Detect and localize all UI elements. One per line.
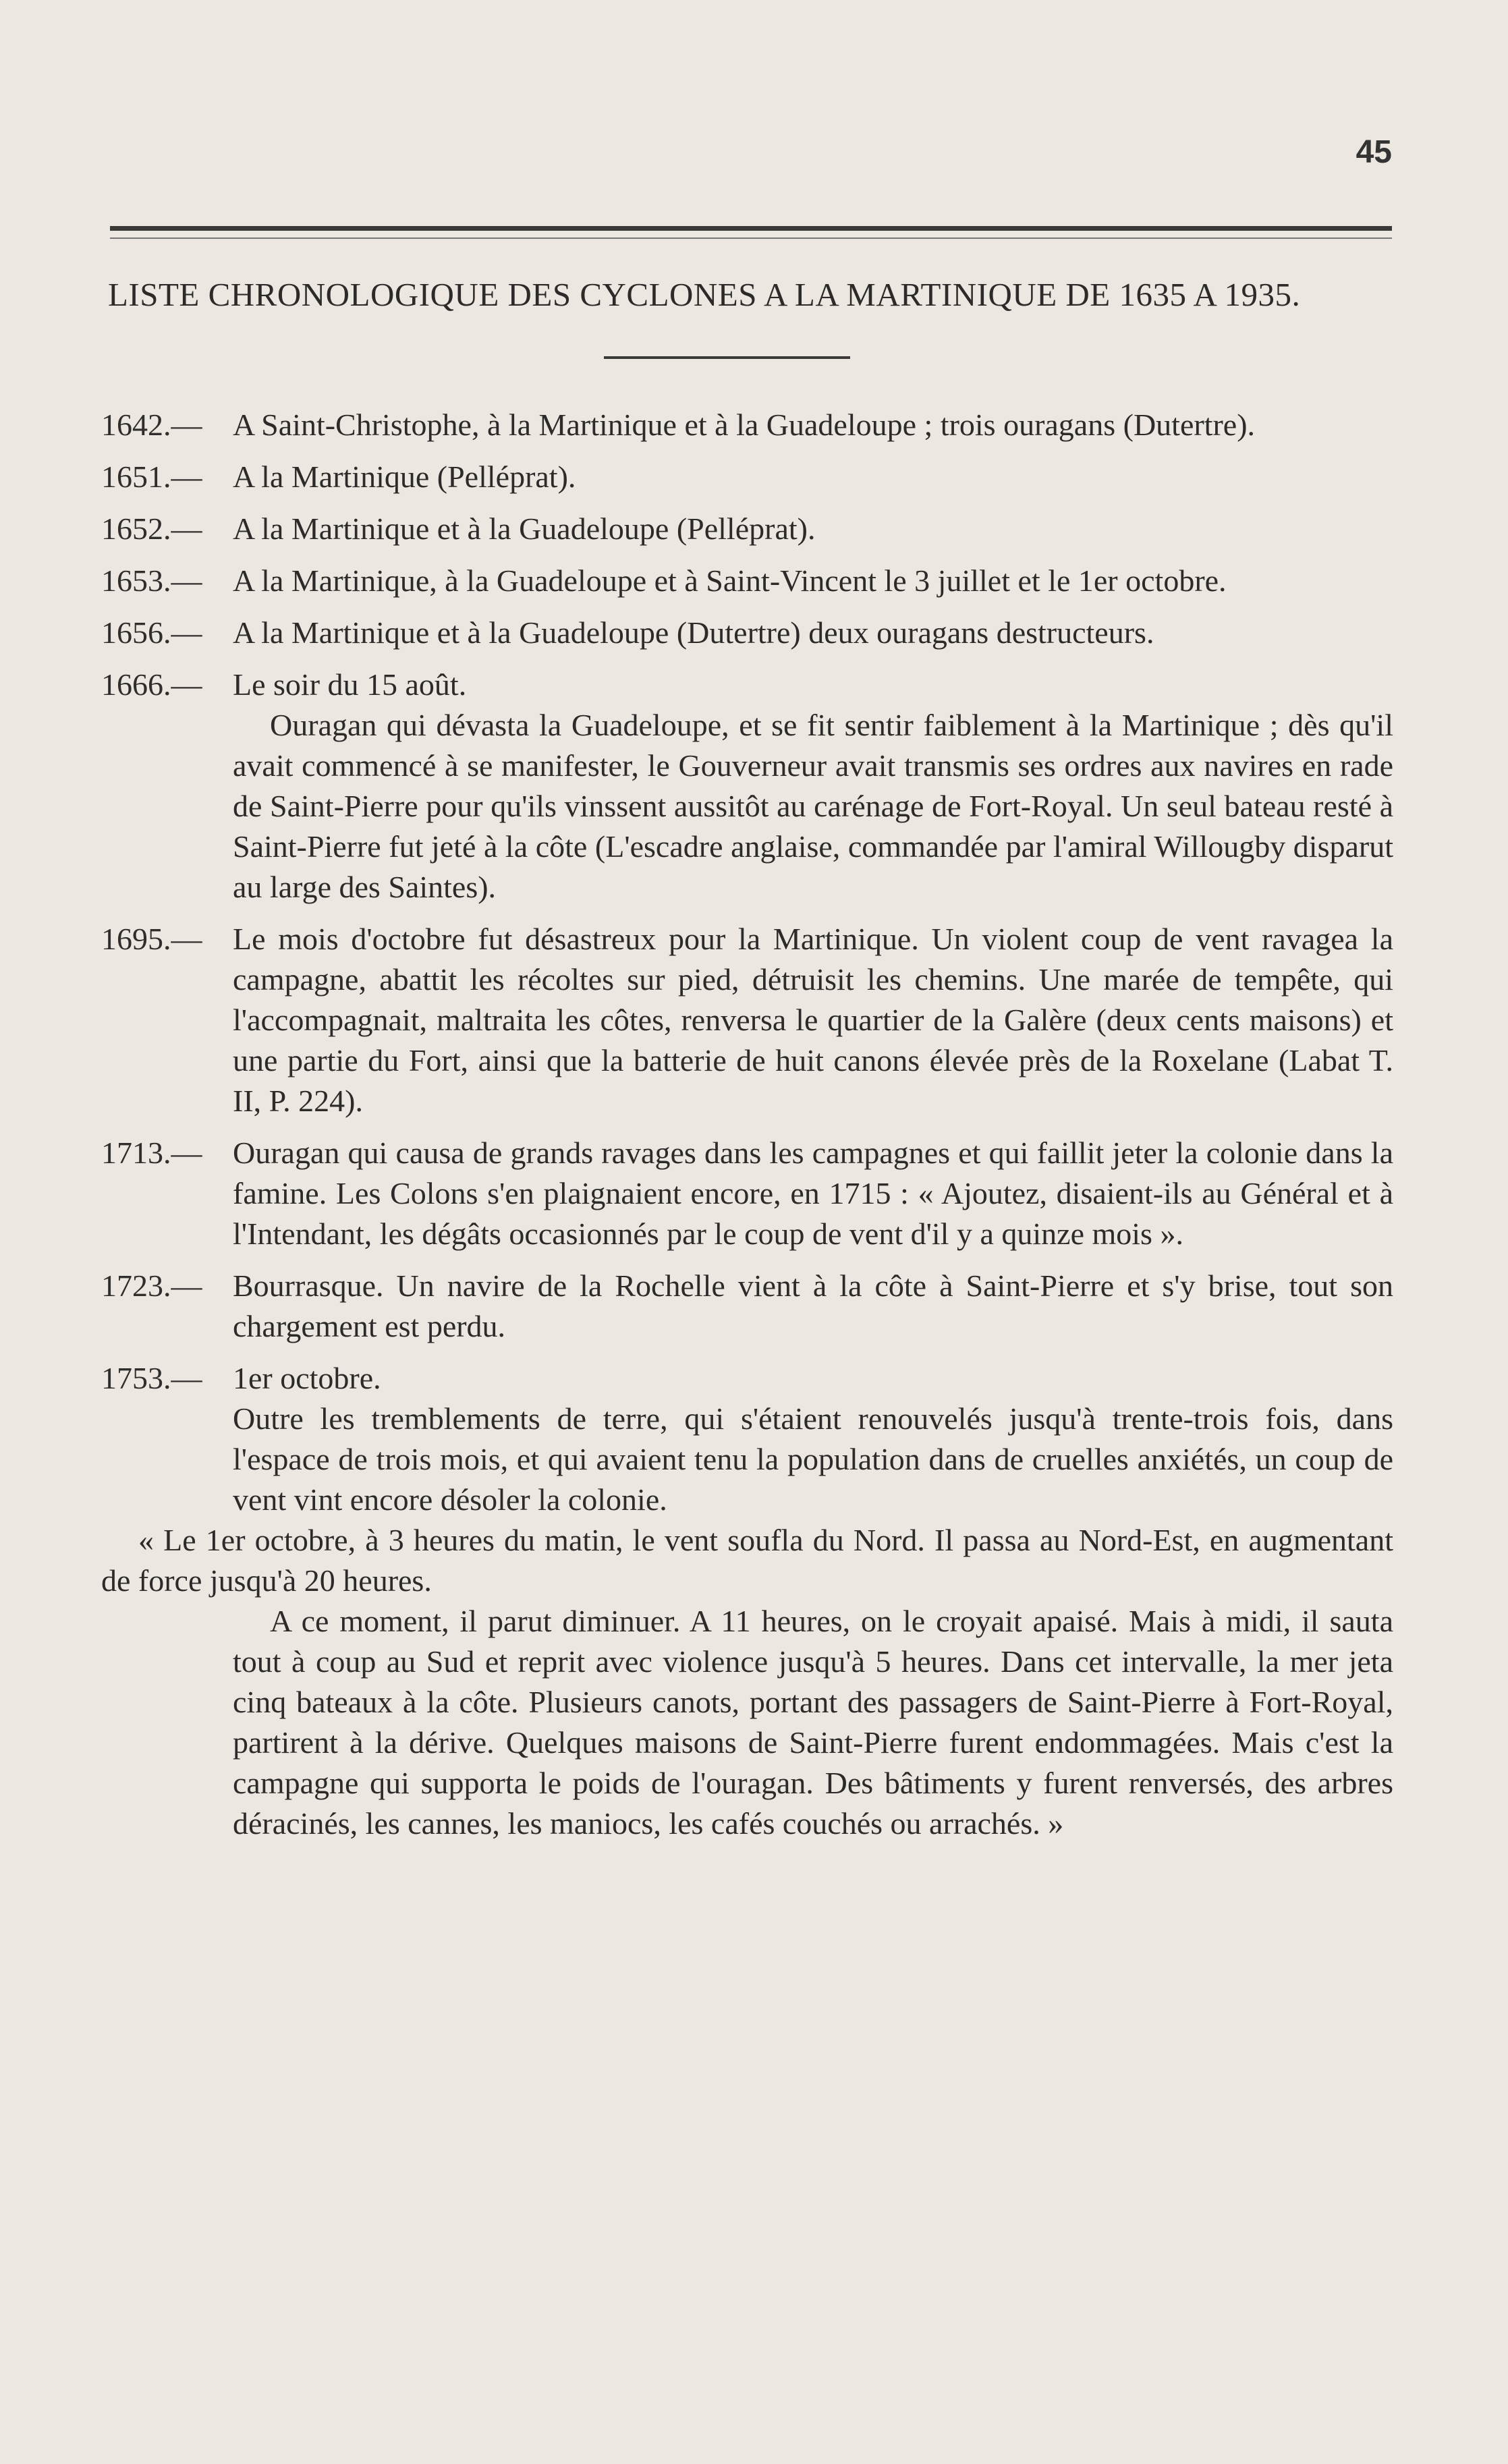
entry-paragraph: Ouragan qui causa de grands ravages dans les campagnes et qui faillit jeter la colonie dans la famine. Les Colons s'en plaignaient encore, en 1715 : « Ajoutez, disaient-ils au Général et à l'Intendant, les dégâts occasionnés par le coup de vent d'il y a quinze mois ». bbox=[233, 1136, 1393, 1251]
entry-paragraph: Le soir du 15 août. bbox=[233, 667, 467, 702]
entry-1642 bbox=[101, 405, 1393, 445]
page-title: LISTE CHRONOLOGIQUE DES CYCLONES A LA MARTINIQUE DE 1635 A 1935. bbox=[108, 276, 1301, 313]
entry-paragraph: A ce moment, il parut diminuer. A 11 heures, on le croyait apaisé. Mais à midi, il sauta tout à coup au Sud et reprit avec violence jusqu'à 5 heures. Dans cet intervalle, la mer jeta cinq bateaux à la côte. Plusieurs canots, portant des passagers de Saint-Pierre à Fort-Royal, partirent à la dérive. Quelques maisons de Saint-Pierre furent endommagées. Mais c'est la campagne qui supporta le poids de l'ouragan. Des bâtiments y furent renversés, des arbres déracinés, les cannes, les maniocs, les cafés couchés ou arrachés. » bbox=[233, 1604, 1393, 1841]
entry-year: 1695.— bbox=[101, 922, 202, 956]
entry-body bbox=[233, 1133, 1393, 1254]
entry-year: 1651.— bbox=[101, 459, 202, 494]
entry-paragraph: Bourrasque. Un navire de la Rochelle vient à la côte à Saint-Pierre et s'y brise, tout son chargement est perdu. bbox=[233, 1268, 1393, 1343]
entry-body bbox=[233, 457, 1393, 497]
entry-1723 bbox=[101, 1266, 1393, 1347]
header-rule bbox=[110, 226, 1392, 231]
entry-paragraph: A la Martinique (Pelléprat). bbox=[233, 459, 576, 494]
entry-year: 1656.— bbox=[101, 615, 202, 650]
entry-year: 1653.— bbox=[101, 563, 202, 598]
entry-paragraph: A la Martinique et à la Guadeloupe (Dutertre) deux ouragans destructeurs. bbox=[233, 615, 1154, 650]
entry-body bbox=[233, 561, 1393, 601]
entry-1713 bbox=[101, 1133, 1393, 1254]
entry-body bbox=[233, 665, 1393, 907]
entry-paragraph: A la Martinique et à la Guadeloupe (Pelléprat). bbox=[233, 511, 816, 546]
entries-list bbox=[101, 405, 1393, 1855]
entry-paragraph: 1er octobre. bbox=[233, 1361, 381, 1395]
entry-paragraph: Ouragan qui dévasta la Guadeloupe, et se fit sentir faiblement à la Martinique ; dès qu'il avait commencé à se manifester, le Gouverneur avait transmis ses ordres aux navires en rade de Saint-Pierre pour qu'ils vinssent aussitôt au carénage de Fort-Royal. Un seul bateau resté à Saint-Pierre fut jeté à la côte (L'escadre anglaise, commandée par l'amiral Willougby disparut au large des Saintes). bbox=[233, 708, 1393, 904]
entry-year: 1652.— bbox=[101, 511, 202, 546]
entry-year: 1753.— bbox=[101, 1361, 202, 1395]
entry-body bbox=[233, 1266, 1393, 1347]
entry-1651 bbox=[101, 457, 1393, 497]
entry-paragraph: Outre les tremblements de terre, qui s'étaient renouvelés jusqu'à trente-trois fois, dans l'espace de trois mois, et qui avaient tenu la population dans de cruelles anxiétés, un coup de vent vint encore désoler la colonie. bbox=[233, 1401, 1393, 1517]
entry-1753 bbox=[101, 1358, 1393, 1844]
entry-1695 bbox=[101, 919, 1393, 1121]
entry-body bbox=[233, 509, 1393, 549]
entry-body bbox=[233, 919, 1393, 1121]
entry-paragraph: A Saint-Christophe, à la Martinique et à la Guadeloupe ; trois ouragans (Dutertre). bbox=[233, 408, 1256, 442]
entry-paragraph: Le mois d'octobre fut désastreux pour la Martinique. Un violent coup de vent ravagea la campagne, abattit les récoltes sur pied, détruisit les chemins. Une marée de tempête, qui l'accompagnait, maltraita les côtes, renversa le quartier de la Galère (deux cents maisons) et une partie du Fort, ainsi que la batterie de huit canons élevée près de la Roxelane (Labat T. II, P. 224). bbox=[233, 922, 1393, 1118]
entry-body bbox=[233, 405, 1393, 445]
entry-1653 bbox=[101, 561, 1393, 601]
entry-body bbox=[233, 613, 1393, 653]
entry-1666 bbox=[101, 665, 1393, 907]
entry-year: 1723.— bbox=[101, 1268, 202, 1303]
entry-year: 1713.— bbox=[101, 1136, 202, 1170]
title-rule bbox=[604, 356, 850, 359]
entry-year: 1642.— bbox=[101, 408, 202, 442]
entry-year: 1666.— bbox=[101, 667, 202, 702]
entry-paragraph: A la Martinique, à la Guadeloupe et à Saint-Vincent le 3 juillet et le 1er octobre. bbox=[233, 563, 1227, 598]
entry-1656 bbox=[101, 613, 1393, 653]
page-number: 45 bbox=[1356, 134, 1392, 170]
entry-paragraph: « Le 1er octobre, à 3 heures du matin, le vent soufla du Nord. Il passa au Nord-Est, en augmentant de force jusqu'à 20 heures. bbox=[101, 1523, 1393, 1598]
entry-1652 bbox=[101, 509, 1393, 549]
header-rule-thin bbox=[110, 237, 1392, 239]
